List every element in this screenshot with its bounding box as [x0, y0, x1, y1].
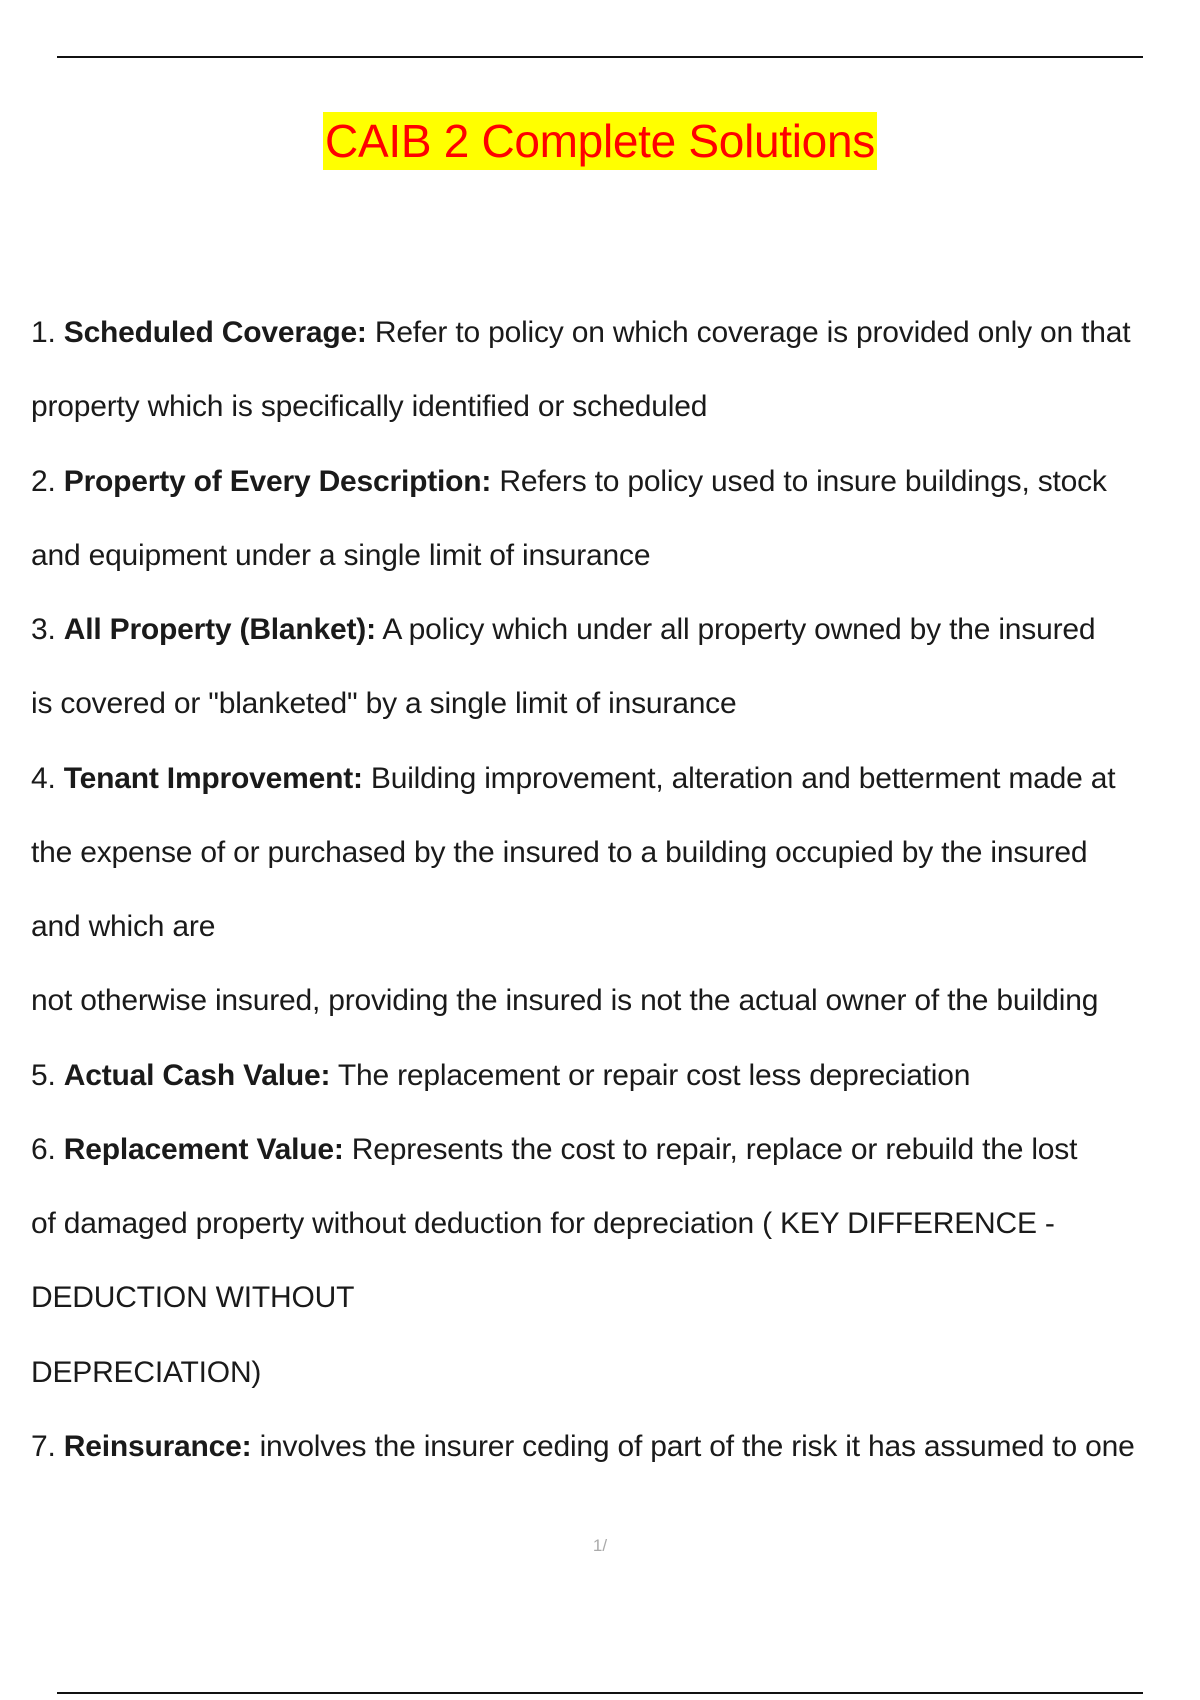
list-item-line — [31, 301, 1200, 375]
document-title: CAIB 2 Complete Solutions — [323, 112, 877, 170]
list-item-line — [31, 747, 1200, 821]
item-definition: A policy which under all property owned by the insured — [382, 613, 1096, 646]
item-number: 2. — [31, 464, 56, 498]
definition-continuation: the expense of or purchased by the insured to a building occupied by the insured — [31, 835, 1088, 869]
definition-continuation: DEDUCTION WITHOUT — [31, 1281, 355, 1315]
definition-list — [31, 301, 1200, 1489]
title-block — [0, 112, 1200, 170]
item-term: Reinsurance: — [63, 1429, 252, 1463]
definition-continuation: not otherwise insured, providing the insured is not the actual owner of the building — [31, 984, 1099, 1018]
definition-continuation: property which is specifically identified or scheduled — [31, 390, 708, 424]
page-number: 1/ — [592, 1536, 608, 1555]
item-term: Scheduled Coverage: — [63, 316, 367, 349]
item-definition: involves the insurer ceding of part of the risk it has assumed to one — [259, 1429, 1135, 1463]
item-number: 7. — [31, 1429, 56, 1463]
item-number: 5. — [31, 1058, 56, 1092]
item-number: 3. — [31, 613, 56, 646]
item-number: 1. — [31, 316, 56, 349]
item-definition: Refer to policy on which coverage is provided only on that — [374, 316, 1131, 349]
top-rule — [57, 56, 1143, 58]
item-term: Tenant Improvement: — [63, 761, 363, 795]
list-item-line — [31, 1044, 1200, 1118]
definition-continuation: and which are — [31, 910, 216, 943]
list-item-line — [31, 1415, 1200, 1489]
list-item-line — [31, 1118, 1200, 1192]
definition-continuation: DEPRECIATION) — [31, 1355, 262, 1389]
definition-continuation: and equipment under a single limit of insurance — [31, 538, 651, 572]
bottom-rule — [57, 1692, 1143, 1694]
item-term: All Property (Blanket): — [63, 613, 376, 646]
definition-continuation: is covered or "blanketed" by a single limit of insurance — [31, 687, 737, 721]
item-term: Property of Every Description: — [63, 464, 492, 498]
item-definition: Represents the cost to repair, replace or rebuild the lost — [351, 1132, 1078, 1166]
item-term: Replacement Value: — [63, 1132, 344, 1166]
list-item-line — [31, 450, 1200, 524]
list-item-line — [31, 598, 1200, 672]
item-definition: The replacement or repair cost less depreciation — [337, 1058, 971, 1092]
item-number: 6. — [31, 1132, 56, 1166]
item-number: 4. — [31, 761, 56, 795]
item-term: Actual Cash Value: — [63, 1058, 331, 1092]
definition-continuation: of damaged property without deduction for depreciation ( KEY DIFFERENCE - — [31, 1207, 1055, 1240]
item-definition: Building improvement, alteration and betterment made at — [370, 761, 1116, 795]
item-definition: Refers to policy used to insure buildings, stock — [499, 464, 1107, 498]
